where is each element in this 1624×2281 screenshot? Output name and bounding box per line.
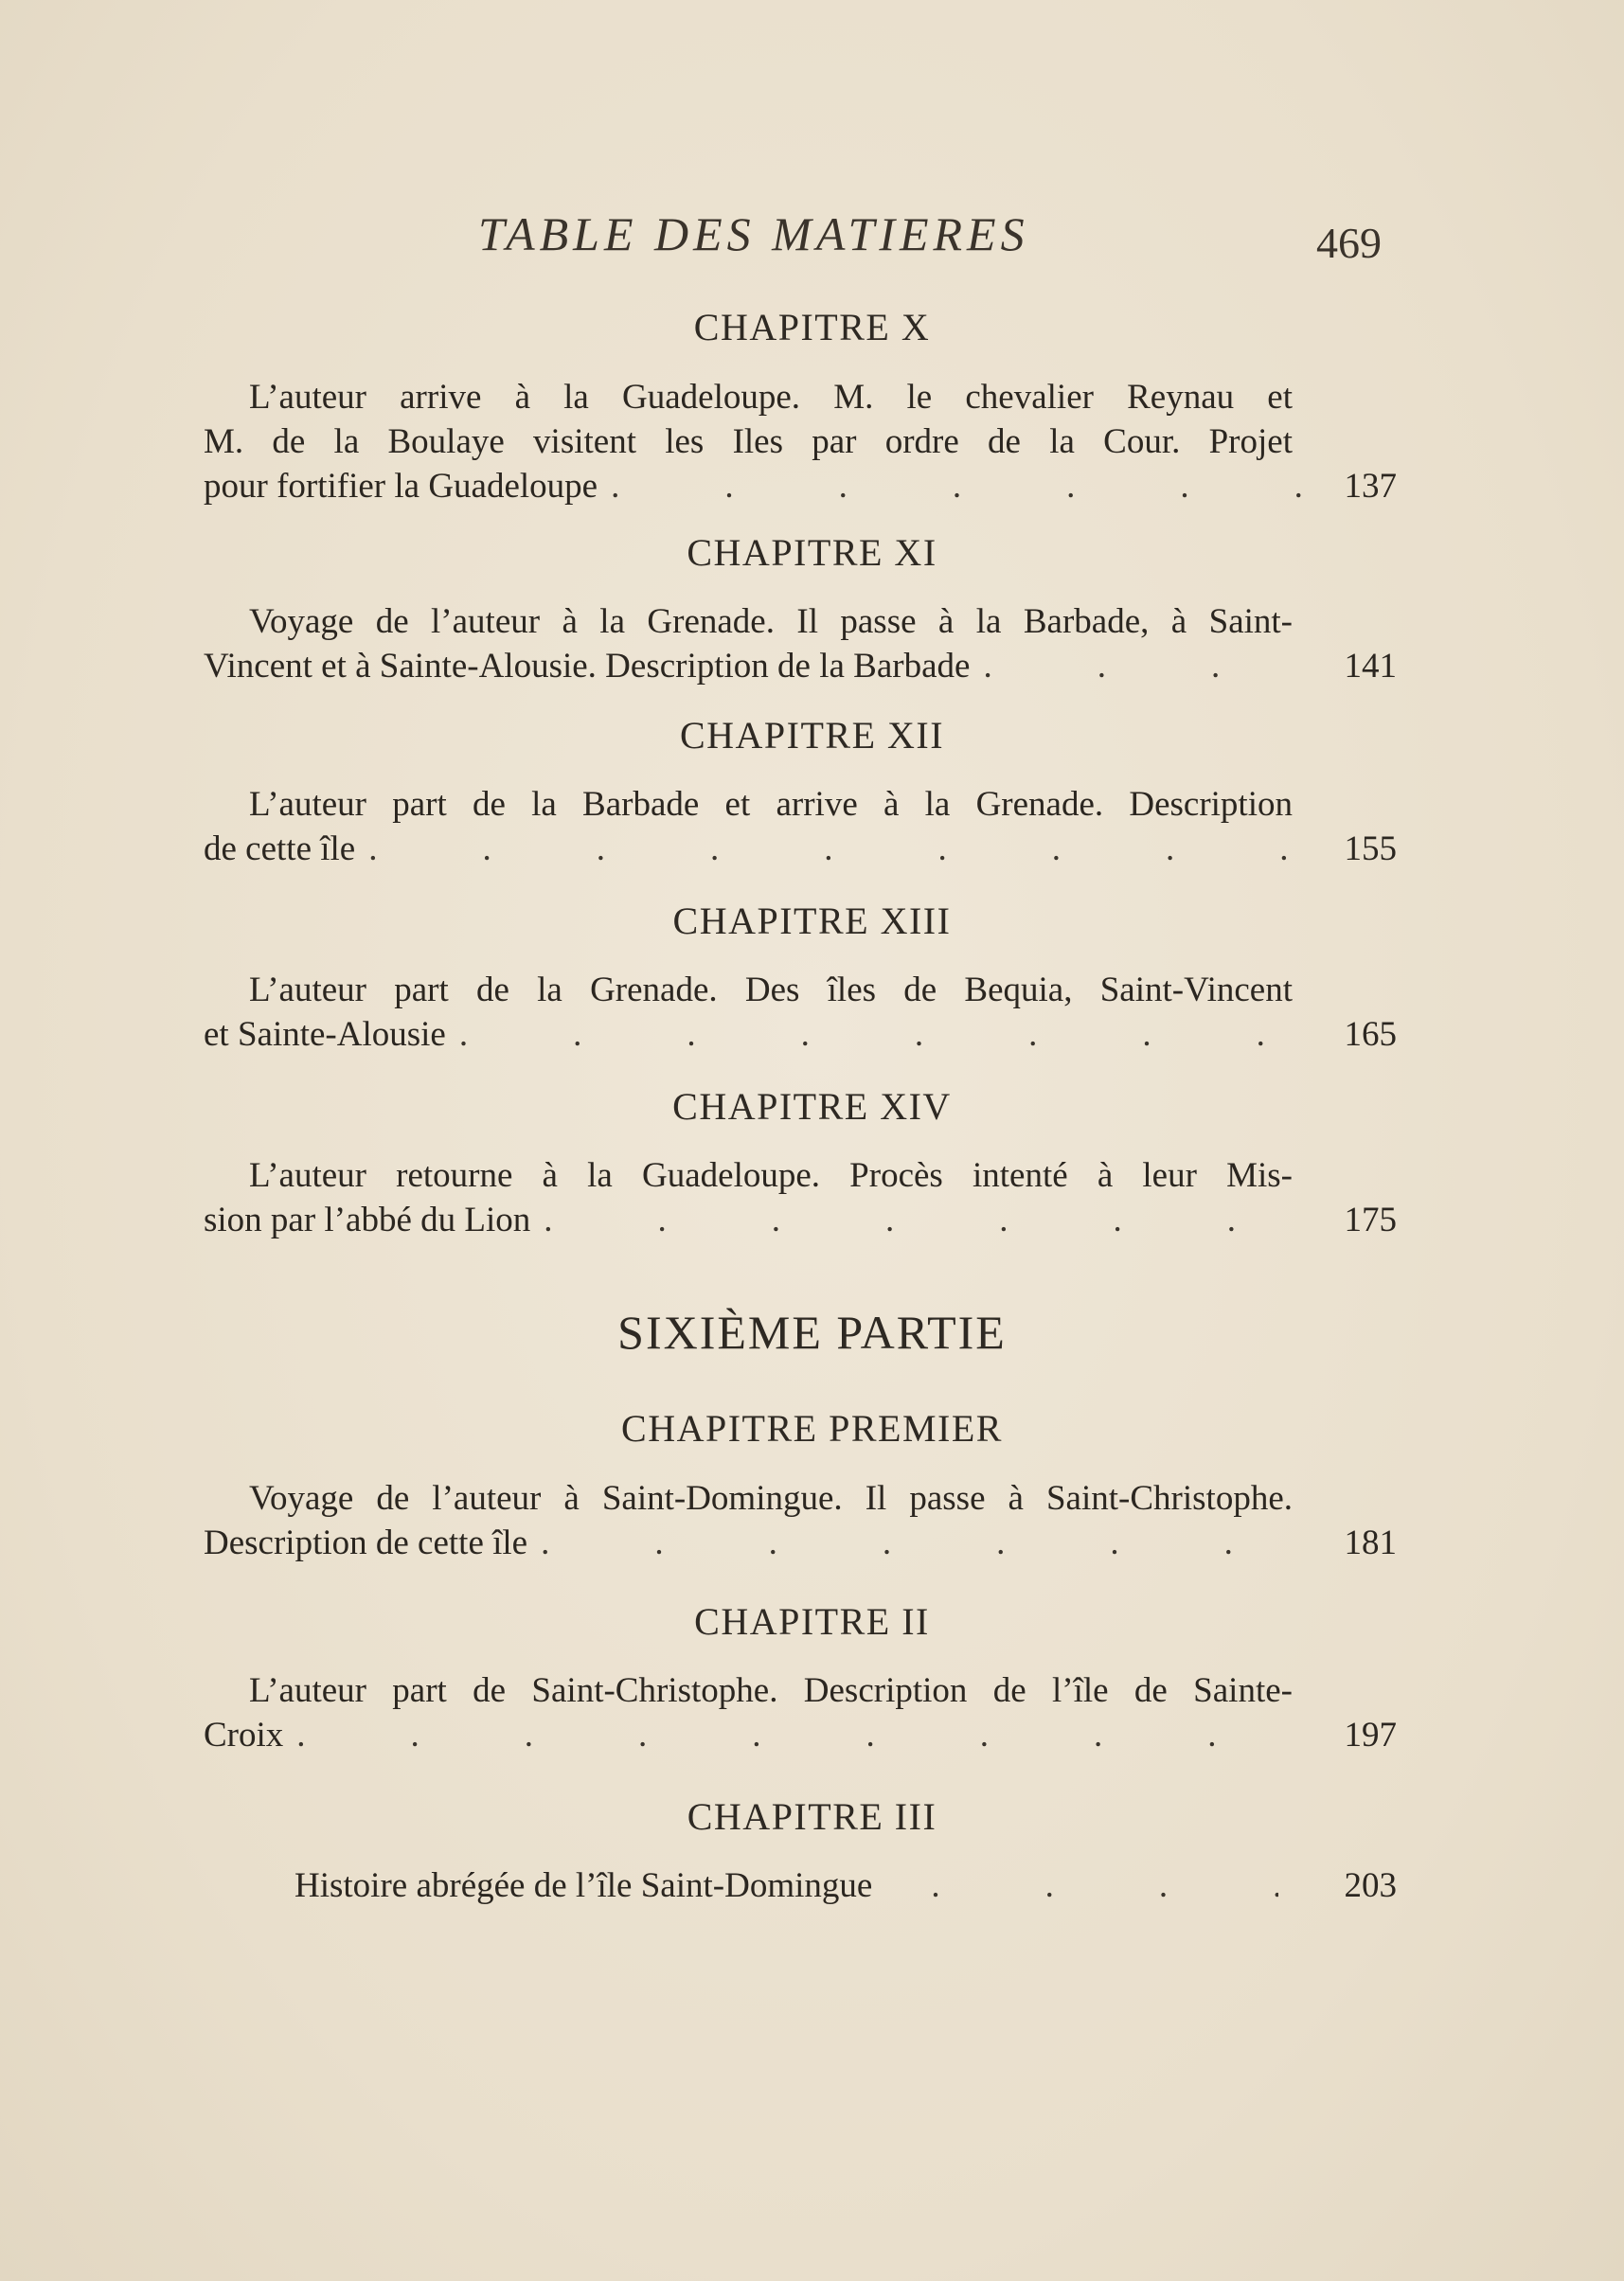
chapter-heading: CHAPITRE PREMIER bbox=[621, 1407, 1003, 1450]
entry-text: pour fortifier la Guadeloupe bbox=[204, 467, 598, 506]
entry-page-number: 175 bbox=[1344, 1201, 1397, 1239]
chapter-heading: CHAPITRE XI bbox=[687, 531, 937, 574]
dot-leader bbox=[544, 1198, 1310, 1242]
entry-page-number: 141 bbox=[1344, 647, 1397, 686]
toc-entry bbox=[204, 1153, 1397, 1242]
entry-last-line bbox=[204, 1012, 1397, 1057]
toc-entry bbox=[204, 1476, 1397, 1565]
toc-entry bbox=[204, 782, 1397, 871]
entry-line: M. de la Boulaye visitent les Iles par ordre de la Cour. Projet bbox=[204, 422, 1293, 461]
entry-line: L’auteur retourne à la Guadeloupe. Procès intenté à leur Mis- bbox=[249, 1156, 1293, 1195]
entry-page-number: 203 bbox=[1344, 1866, 1397, 1905]
dot-leader bbox=[885, 1863, 1277, 1908]
entry-line: L’auteur part de la Grenade. Des îles de Bequia, Saint-Vincent bbox=[249, 971, 1293, 1009]
chapter-heading: CHAPITRE XIII bbox=[672, 900, 952, 942]
entry-page-number: 155 bbox=[1344, 829, 1397, 868]
entry-text: Description de cette île bbox=[204, 1524, 528, 1562]
dot-leader bbox=[368, 827, 1310, 871]
chapter-heading: CHAPITRE XIV bbox=[672, 1085, 952, 1128]
entry-line: L’auteur part de la Barbade et arrive à la Grenade. Description bbox=[249, 785, 1293, 824]
entry-line: L’auteur arrive à la Guadeloupe. M. le chevalier Reynau et bbox=[249, 378, 1293, 417]
entry-text: Vincent et à Sainte-Alousie. Description de la Barbade bbox=[204, 647, 971, 686]
toc-entry bbox=[204, 1668, 1397, 1757]
page-number: 469 bbox=[1316, 219, 1382, 267]
entry-last-line bbox=[204, 1713, 1397, 1757]
entry-page-number: 165 bbox=[1344, 1015, 1397, 1054]
dot-leader bbox=[296, 1713, 1310, 1757]
entry-last-line bbox=[204, 464, 1397, 508]
entry-last-line bbox=[204, 1521, 1397, 1565]
running-title: TABLE DES MATIERES bbox=[478, 207, 1029, 260]
entry-line: Voyage de l’auteur à la Grenade. Il passe à la Barbade, à Saint- bbox=[249, 602, 1293, 641]
toc-entry bbox=[204, 599, 1397, 688]
entry-line: Voyage de l’auteur à Saint-Domingue. Il passe à Saint-Christophe. bbox=[249, 1479, 1293, 1518]
dot-leader bbox=[983, 644, 1310, 688]
toc-entry bbox=[204, 375, 1397, 508]
chapter-heading: CHAPITRE X bbox=[693, 306, 931, 348]
entry-page-number: 181 bbox=[1344, 1524, 1397, 1562]
entry-last-line bbox=[204, 644, 1397, 688]
dot-leader bbox=[611, 464, 1310, 508]
part-heading: SIXIÈME PARTIE bbox=[617, 1306, 1007, 1359]
entry-last-line bbox=[204, 827, 1397, 871]
entry-text: sion par l’abbé du Lion bbox=[204, 1201, 531, 1239]
entry-last-line bbox=[204, 1198, 1397, 1242]
entry-line: L’auteur part de Saint-Christophe. Description de l’île de Sainte- bbox=[249, 1671, 1293, 1710]
entry-page-number: 197 bbox=[1344, 1716, 1397, 1755]
entry-last-line bbox=[204, 1863, 1397, 1908]
entry-page-number: 137 bbox=[1344, 467, 1397, 506]
chapter-heading: CHAPITRE XII bbox=[679, 714, 945, 757]
entry-text: et Sainte-Alousie bbox=[204, 1015, 446, 1054]
dot-leader bbox=[541, 1521, 1310, 1565]
running-head bbox=[0, 206, 1624, 273]
entry-text: de cette île bbox=[204, 829, 356, 868]
toc-entry bbox=[204, 1863, 1397, 1908]
entry-text: Croix bbox=[204, 1716, 284, 1755]
dot-leader bbox=[459, 1012, 1310, 1057]
chapter-heading: CHAPITRE III bbox=[687, 1795, 937, 1838]
toc-entry bbox=[204, 968, 1397, 1057]
chapter-heading: CHAPITRE II bbox=[694, 1600, 930, 1643]
entry-text: Histoire abrégée de l’île Saint-Domingue bbox=[294, 1866, 873, 1905]
